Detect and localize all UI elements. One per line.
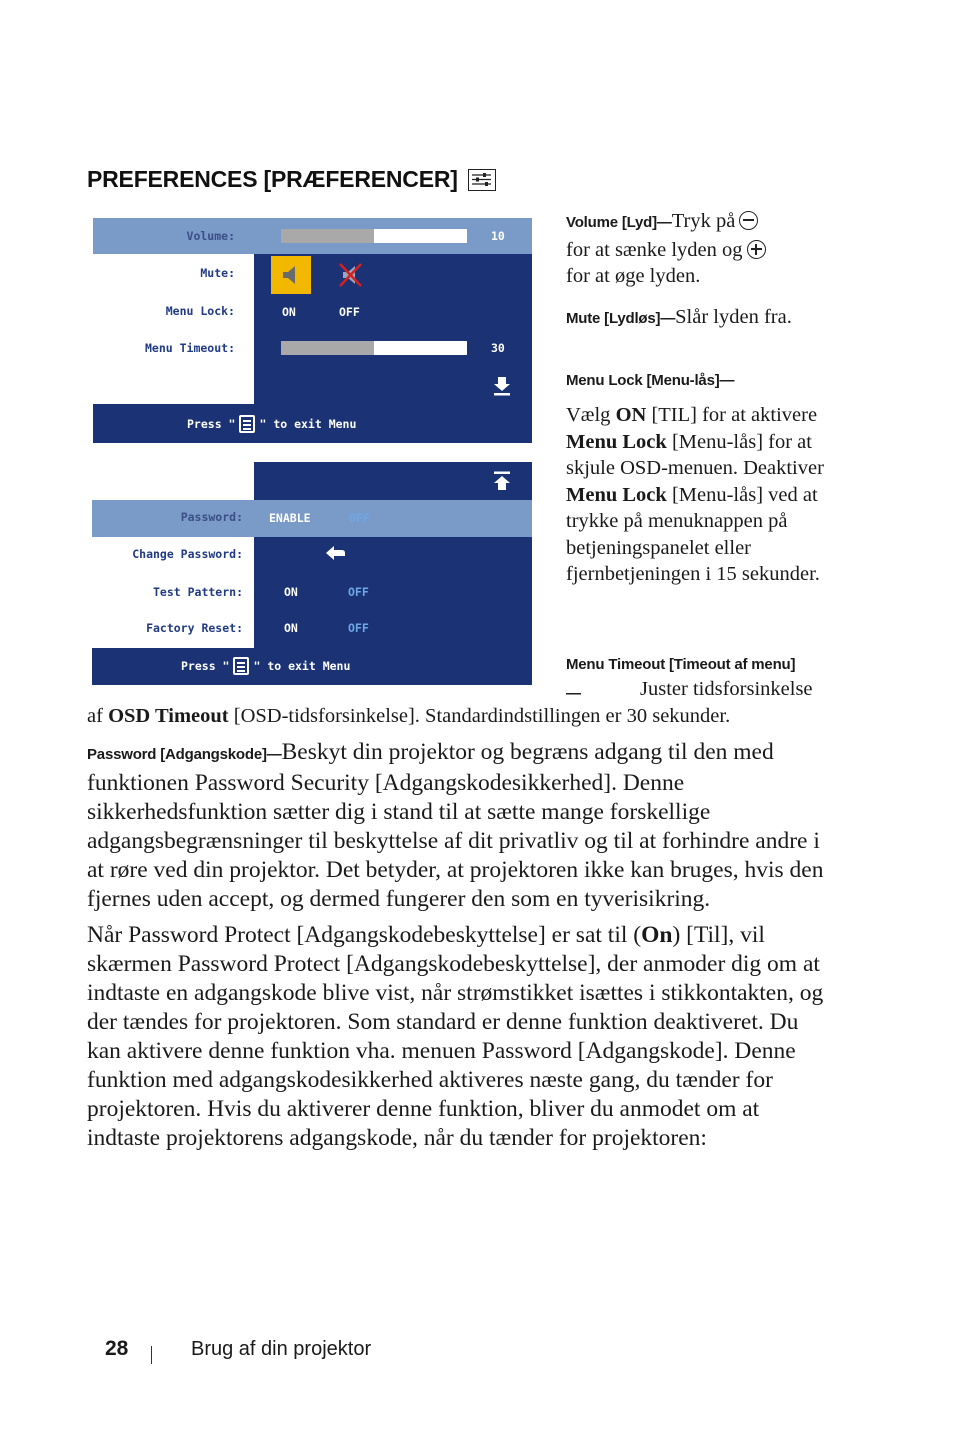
text: [OSD-tidsforsinkelse]. Standardindstillingen er 30 sekunder. (228, 705, 731, 727)
plus-button-icon (747, 240, 766, 259)
volume-label: Volume: (186, 229, 235, 243)
exit-menu-hint (181, 657, 350, 675)
text: Vælg (566, 404, 616, 426)
menu-button-icon (239, 415, 255, 433)
factory-reset-label: Factory Reset: (146, 621, 243, 635)
scroll-up-icon[interactable] (493, 471, 511, 491)
panel-top-blank (92, 462, 254, 500)
enter-arrow-icon[interactable] (324, 544, 346, 562)
password-enable[interactable]: ENABLE (269, 511, 311, 525)
mute-label: Mute: (200, 266, 235, 280)
text: [TIL] for at aktivere (646, 404, 818, 426)
password-paragraph (87, 738, 827, 914)
text-bold: Menu Lock (566, 483, 667, 506)
menu-timeout-slider[interactable] (281, 341, 467, 355)
mute-text: Slår lyden fra. (675, 306, 792, 328)
volume-text-3: for at øge lyden. (566, 265, 701, 287)
text: ) [Til], vil skærmen Password Protect [Adgangskodebeskyttelse], der anmoder dig om at indtaste en adgangskode blive vist, når strømstikket isættes i stikkontakten, og der tændes for projektoren. Som standard er denne funktion deaktiveret. Du kan aktivere denne funktion vha. menuen Password [Adgangskode]. Denne funktion med adgangskodesikkerhed aktiveres næste gang, du tænder for projektoren. Hvis du aktiverer denne funktion, bliver du anmodet om at indtaste projektorens adgangskode, når du tænder for projektoren: (87, 922, 824, 1151)
password-heading: Password [Adgangskode]— (87, 746, 282, 763)
mute-off-option[interactable] (271, 256, 311, 294)
menu-button-icon (233, 657, 249, 675)
volume-description (566, 208, 826, 290)
menu-timeout-heading: Menu Timeout [Timeout af menu]— (566, 656, 796, 702)
press-text: Press " (181, 659, 230, 673)
section-heading (87, 166, 496, 193)
exit-menu-text: " to exit Menu (259, 417, 357, 431)
menu-timeout-text-line (640, 676, 830, 703)
minus-button-icon (739, 211, 758, 230)
menu-lock-description (566, 402, 824, 588)
press-text: Press " (187, 417, 236, 431)
footer-divider (151, 1346, 152, 1364)
password-text: Beskyt din projektor og begræns adgang til den med funktionen Password Security [Adgangskodesikkerhed]. Denne sikkerhedsfunktion sætter dig i stand til at sætte mange forskellige adgangsbegrænsninger til beskyttelse af dit privatliv og til at forhindre andre i at røre ved din projektor. Det betyder, at projektoren ikke kan bruges, hvis den fjernes uden accept, og dermed fungerer den som en tyverisikring. (87, 739, 824, 912)
text-bold: On (641, 922, 673, 948)
mute-on-option[interactable] (331, 256, 371, 294)
text-bold: ON (615, 404, 647, 426)
text-bold: Menu Lock (566, 430, 667, 453)
volume-text-1: Tryk på (671, 210, 736, 232)
factory-reset-off[interactable]: OFF (348, 621, 369, 635)
text: [Menu-lås] ved at trykke på menuknappen på betjeningspanelet eller fjernbetjeningen i 15 sekunder. (566, 483, 820, 585)
test-pattern-on[interactable]: ON (284, 585, 298, 599)
volume-text-2: for at sænke lyden og (566, 238, 743, 261)
osd-menu-preferences-2 (92, 462, 532, 685)
volume-heading: Volume [Lyd]— (566, 214, 672, 231)
text-bold: OSD Timeout (108, 705, 229, 727)
speaker-icon (271, 256, 311, 294)
menu-lock-heading: Menu Lock [Menu-lås]— (566, 372, 735, 389)
text: af (87, 705, 109, 727)
highlight-band (92, 500, 532, 537)
test-pattern-off[interactable]: OFF (348, 585, 369, 599)
scroll-down-icon[interactable] (493, 376, 511, 396)
menu-timeout-value: 30 (491, 341, 505, 355)
preferences-icon (468, 169, 496, 191)
section-title: PREFERENCES [PRÆFERENCER] (87, 166, 458, 192)
factory-reset-on[interactable]: ON (284, 621, 298, 635)
timeout-continuation (87, 703, 827, 729)
test-pattern-label: Test Pattern: (152, 585, 243, 599)
volume-slider[interactable] (281, 229, 467, 243)
menu-lock-off[interactable]: OFF (339, 305, 360, 319)
mute-heading: Mute [Lydløs]— (566, 310, 676, 327)
text: Når Password Protect [Adgangskodebeskyttelse] er sat til ( (87, 922, 642, 948)
page-number: 28 (105, 1337, 129, 1360)
menu-lock-label: Menu Lock: (165, 304, 235, 318)
menu-lock-on[interactable]: ON (282, 305, 296, 319)
menu-timeout-label: Menu Timeout: (144, 341, 235, 355)
speaker-muted-icon (331, 256, 371, 294)
volume-value: 10 (491, 229, 505, 243)
menu-timeout-text: Juster tidsforsinkelse (640, 678, 813, 700)
text: [Menu-lås] for at skjule OSD-menuen. Deaktiver (566, 430, 824, 479)
osd-menu-preferences-1 (93, 218, 532, 443)
password-label: Password: (180, 510, 243, 524)
mute-description (566, 304, 806, 333)
password-protect-paragraph (87, 921, 827, 1153)
exit-menu-text: " to exit Menu (253, 659, 351, 673)
password-off[interactable]: OFF (349, 511, 370, 525)
exit-menu-hint (187, 415, 356, 433)
change-password-label: Change Password: (132, 547, 243, 561)
footer-section-title: Brug af din projektor (191, 1338, 372, 1360)
menu-lock-heading-block (566, 366, 826, 395)
